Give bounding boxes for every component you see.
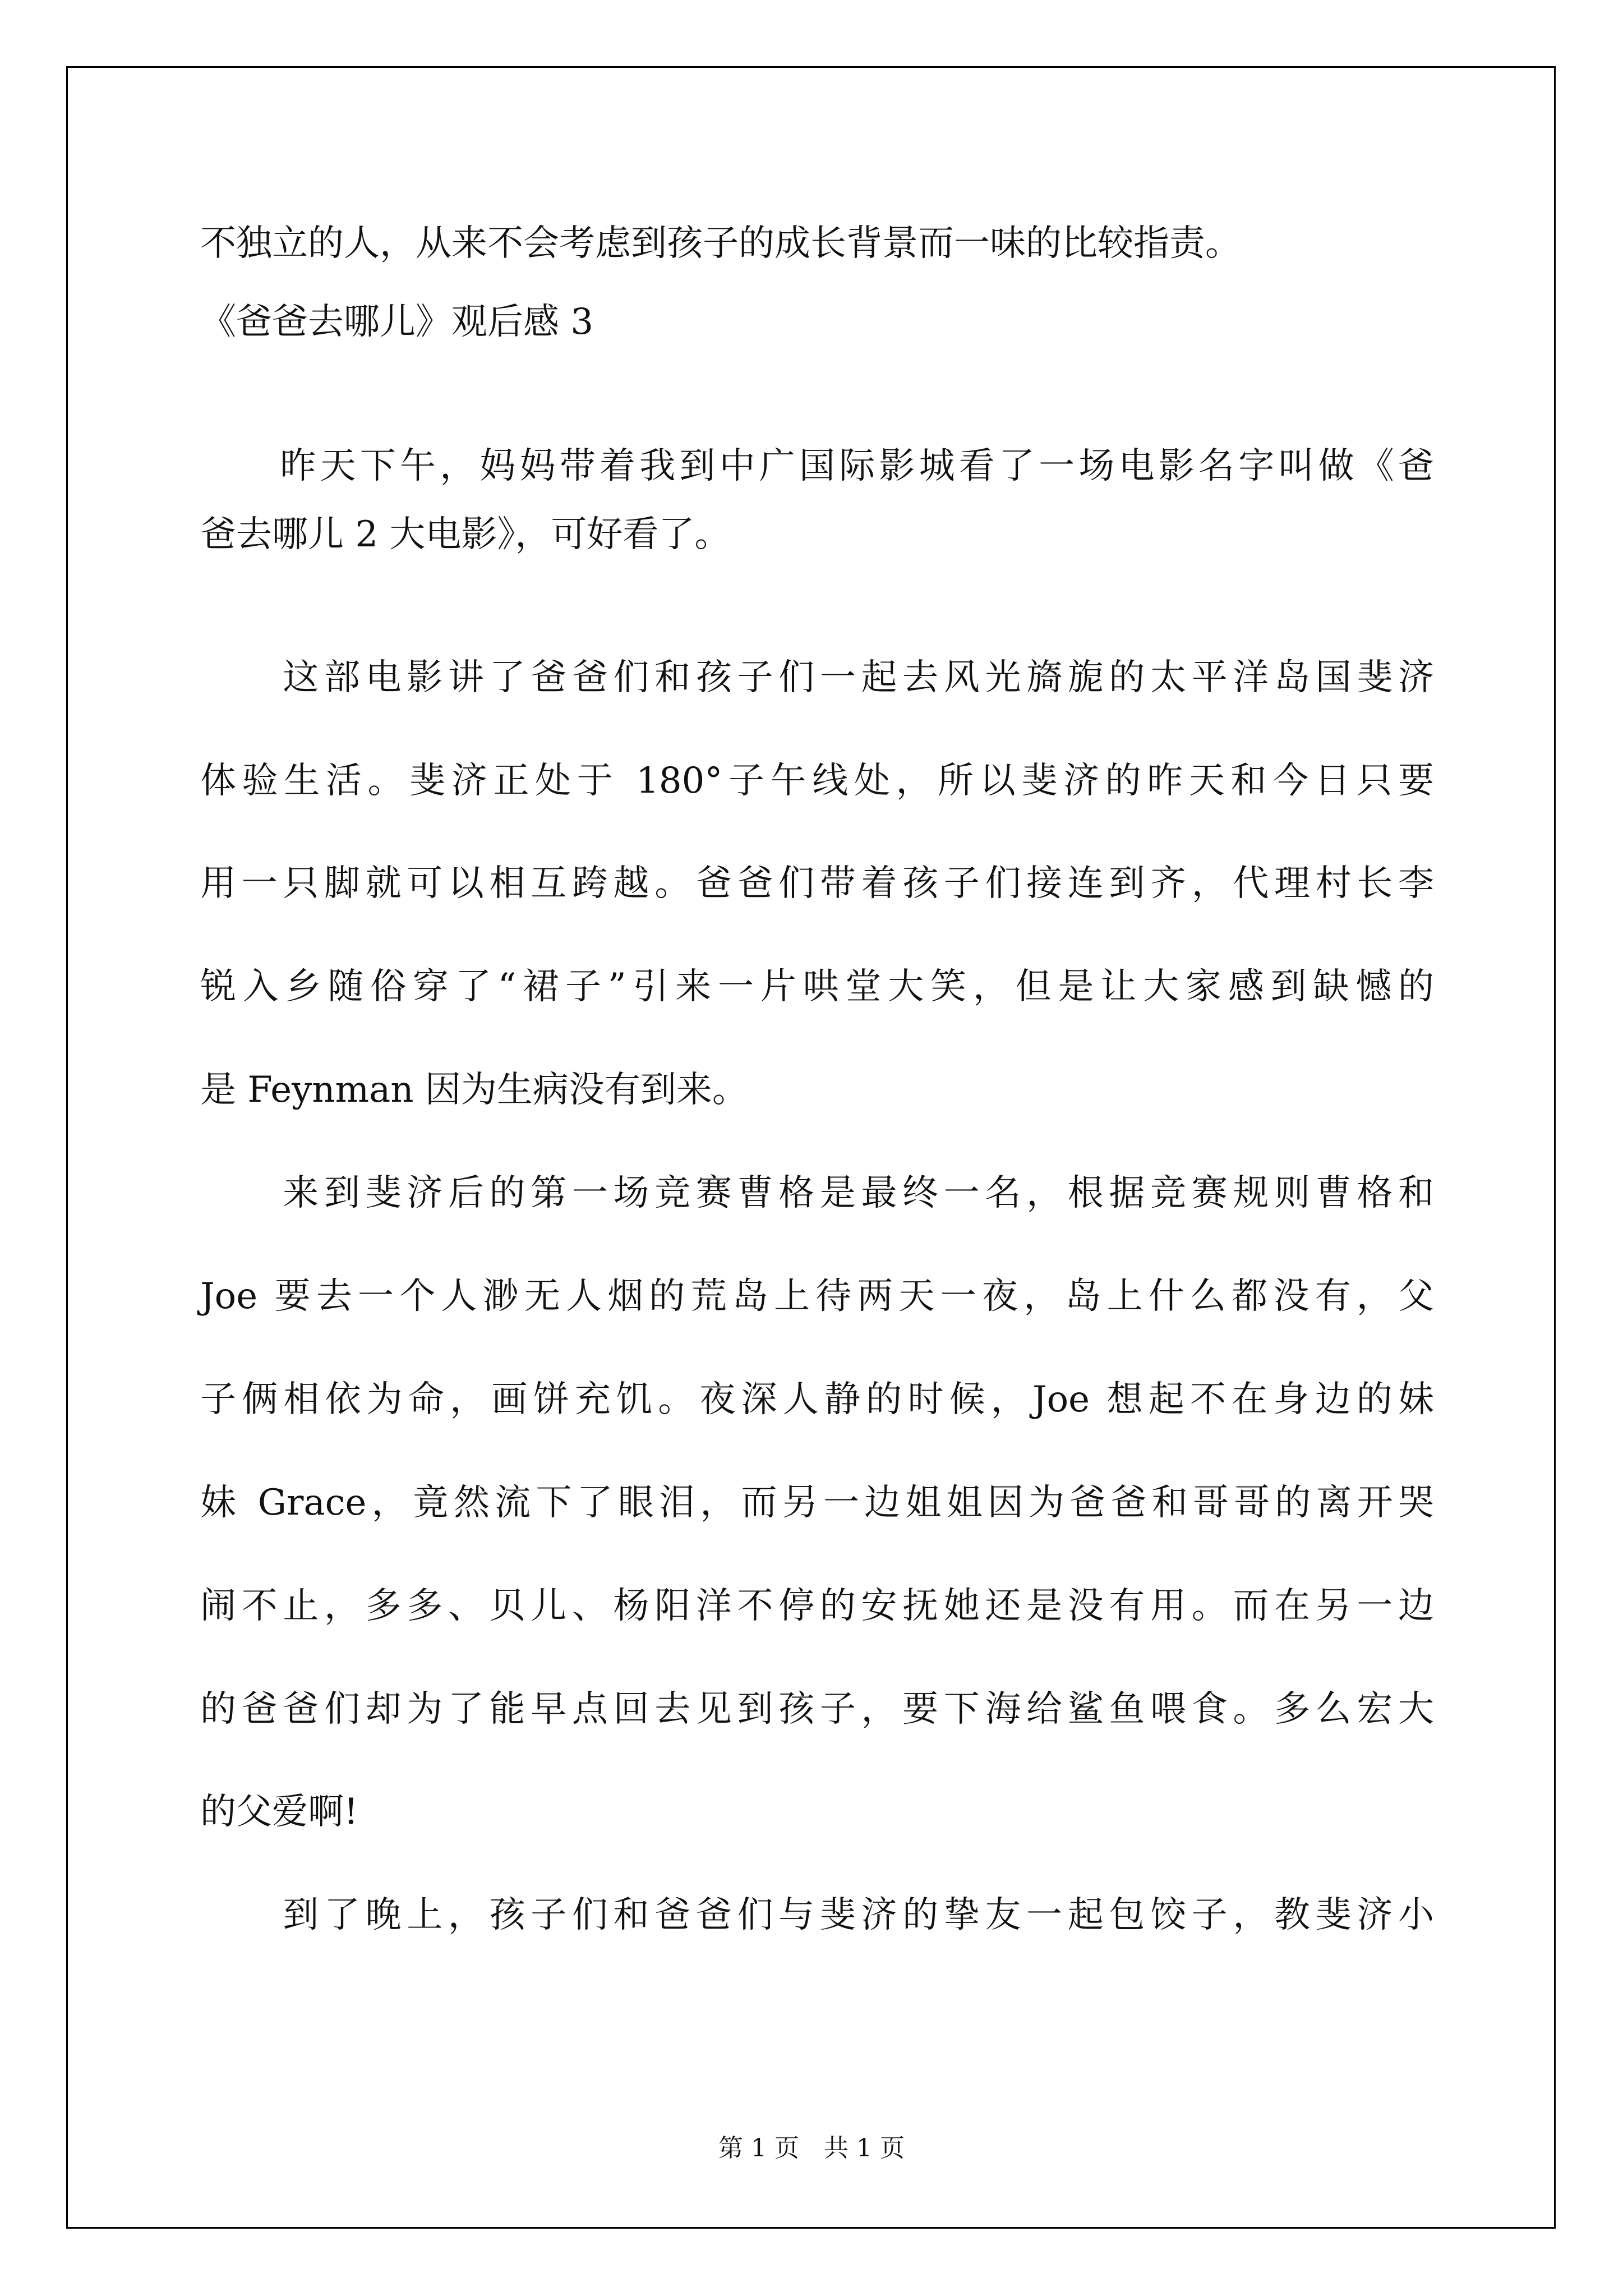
paragraph-line: 爸去哪儿 2 大电影》，可好看了。 xyxy=(200,514,731,555)
page-indicator: 第 1 页 共 1 页 xyxy=(718,2134,905,2162)
paragraph-line: 体验生活。斐济正处于 180°子午线处，所以斐济的昨天和今日只要 xyxy=(200,760,1434,802)
paragraph-line: 这部电影讲了爸爸们和孩子们一起去风光旖旎的太平洋岛国斐济 xyxy=(200,657,1434,698)
paragraph-line: 的爸爸们却为了能早点回去见到孩子，要下海给鲨鱼喂食。多么宏大 xyxy=(200,1688,1434,1730)
paragraph-line: 用一只脚就可以相互跨越。爸爸们带着孩子们接连到齐，代理村长李 xyxy=(200,863,1434,904)
paragraph-line: 来到斐济后的第一场竞赛曹格是最终一名，根据竞赛规则曹格和 xyxy=(200,1172,1434,1214)
paragraph-line: 妹 Grace，竟然流下了眼泪，而另一边姐姐因为爸爸和哥哥的离开哭 xyxy=(200,1482,1434,1524)
paragraph-line: 昨天下午，妈妈带着我到中广国际影城看了一场电影名字叫做《爸 xyxy=(200,445,1434,487)
paragraph-line: 不独立的人，从来不会考虑到孩子的成长背景而一味的比较指责。 xyxy=(200,223,1241,264)
paragraph-line: 闹不止，多多、贝儿、杨阳洋不停的安抚她还是没有用。而在另一边 xyxy=(200,1585,1434,1627)
section-heading: 《爸爸去哪儿》观后感 3 xyxy=(200,301,594,343)
paragraph-line: 到了晚上，孩子们和爸爸们与斐济的挚友一起包饺子，教斐济小 xyxy=(200,1894,1434,1936)
paragraph-line: 子俩相依为命，画饼充饥。夜深人静的时候，Joe 想起不在身边的妹 xyxy=(200,1379,1434,1420)
paragraph-line: 是 Feynman 因为生病没有到来。 xyxy=(200,1069,748,1111)
paragraph-line: Joe 要去一个人渺无人烟的荒岛上待两天一夜，岛上什么都没有，父 xyxy=(200,1276,1434,1317)
paragraph-line: 的父爱啊! xyxy=(200,1791,358,1833)
paragraph-line: 锐入乡随俗穿了“裙子”引来一片哄堂大笑，但是让大家感到缺憾的 xyxy=(200,966,1434,1007)
